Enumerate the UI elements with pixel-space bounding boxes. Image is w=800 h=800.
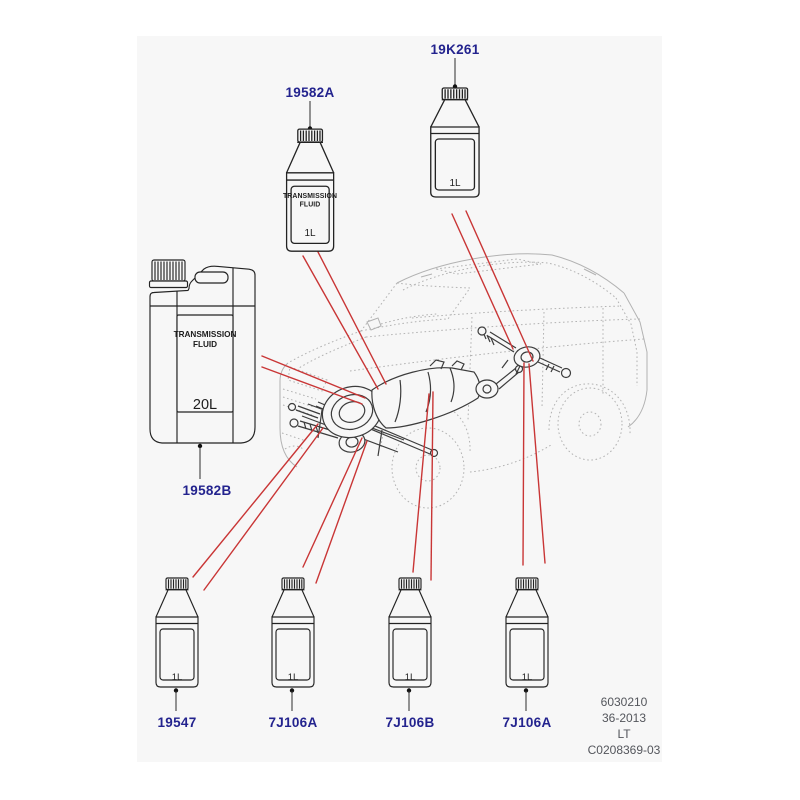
part-number-7J106B[interactable]: 7J106B <box>385 715 435 730</box>
part-number-7J106A[interactable]: 7J106A <box>268 715 318 730</box>
part-number-19K261[interactable]: 19K261 <box>430 42 480 57</box>
bottle-brand-line1: TRANSMISSION <box>282 193 338 200</box>
bottle-volume-label: 1L <box>404 672 416 683</box>
can-brand-line2: FLUID <box>192 340 218 349</box>
part-number-19582A[interactable]: 19582A <box>285 85 335 100</box>
drawing-ref-code: LT <box>617 727 631 741</box>
drawing-ref-id: C0208369-03 <box>587 743 661 757</box>
callout-line-7J106A-2 <box>523 363 524 565</box>
drawing-ref-date: 36-2013 <box>601 711 647 725</box>
bottle-volume-label: 1L <box>171 672 183 683</box>
part-number-7J106A-2[interactable]: 7J106A <box>502 715 552 730</box>
bottle-volume-label: 1L <box>304 228 316 239</box>
bottle-brand-line2: FLUID <box>299 201 321 209</box>
part-number-19547[interactable]: 19547 <box>157 715 197 730</box>
can-volume-label: 20L <box>192 397 218 413</box>
part-number-19582B[interactable]: 19582B <box>182 483 232 498</box>
can-brand-line1: TRANSMISSION <box>173 330 237 339</box>
bottle-volume-label: 1L <box>521 672 533 683</box>
bottle-volume-label: 1L <box>449 178 461 189</box>
drawing-ref-number: 6030210 <box>600 695 648 709</box>
bottle-volume-label: 1L <box>287 672 299 683</box>
